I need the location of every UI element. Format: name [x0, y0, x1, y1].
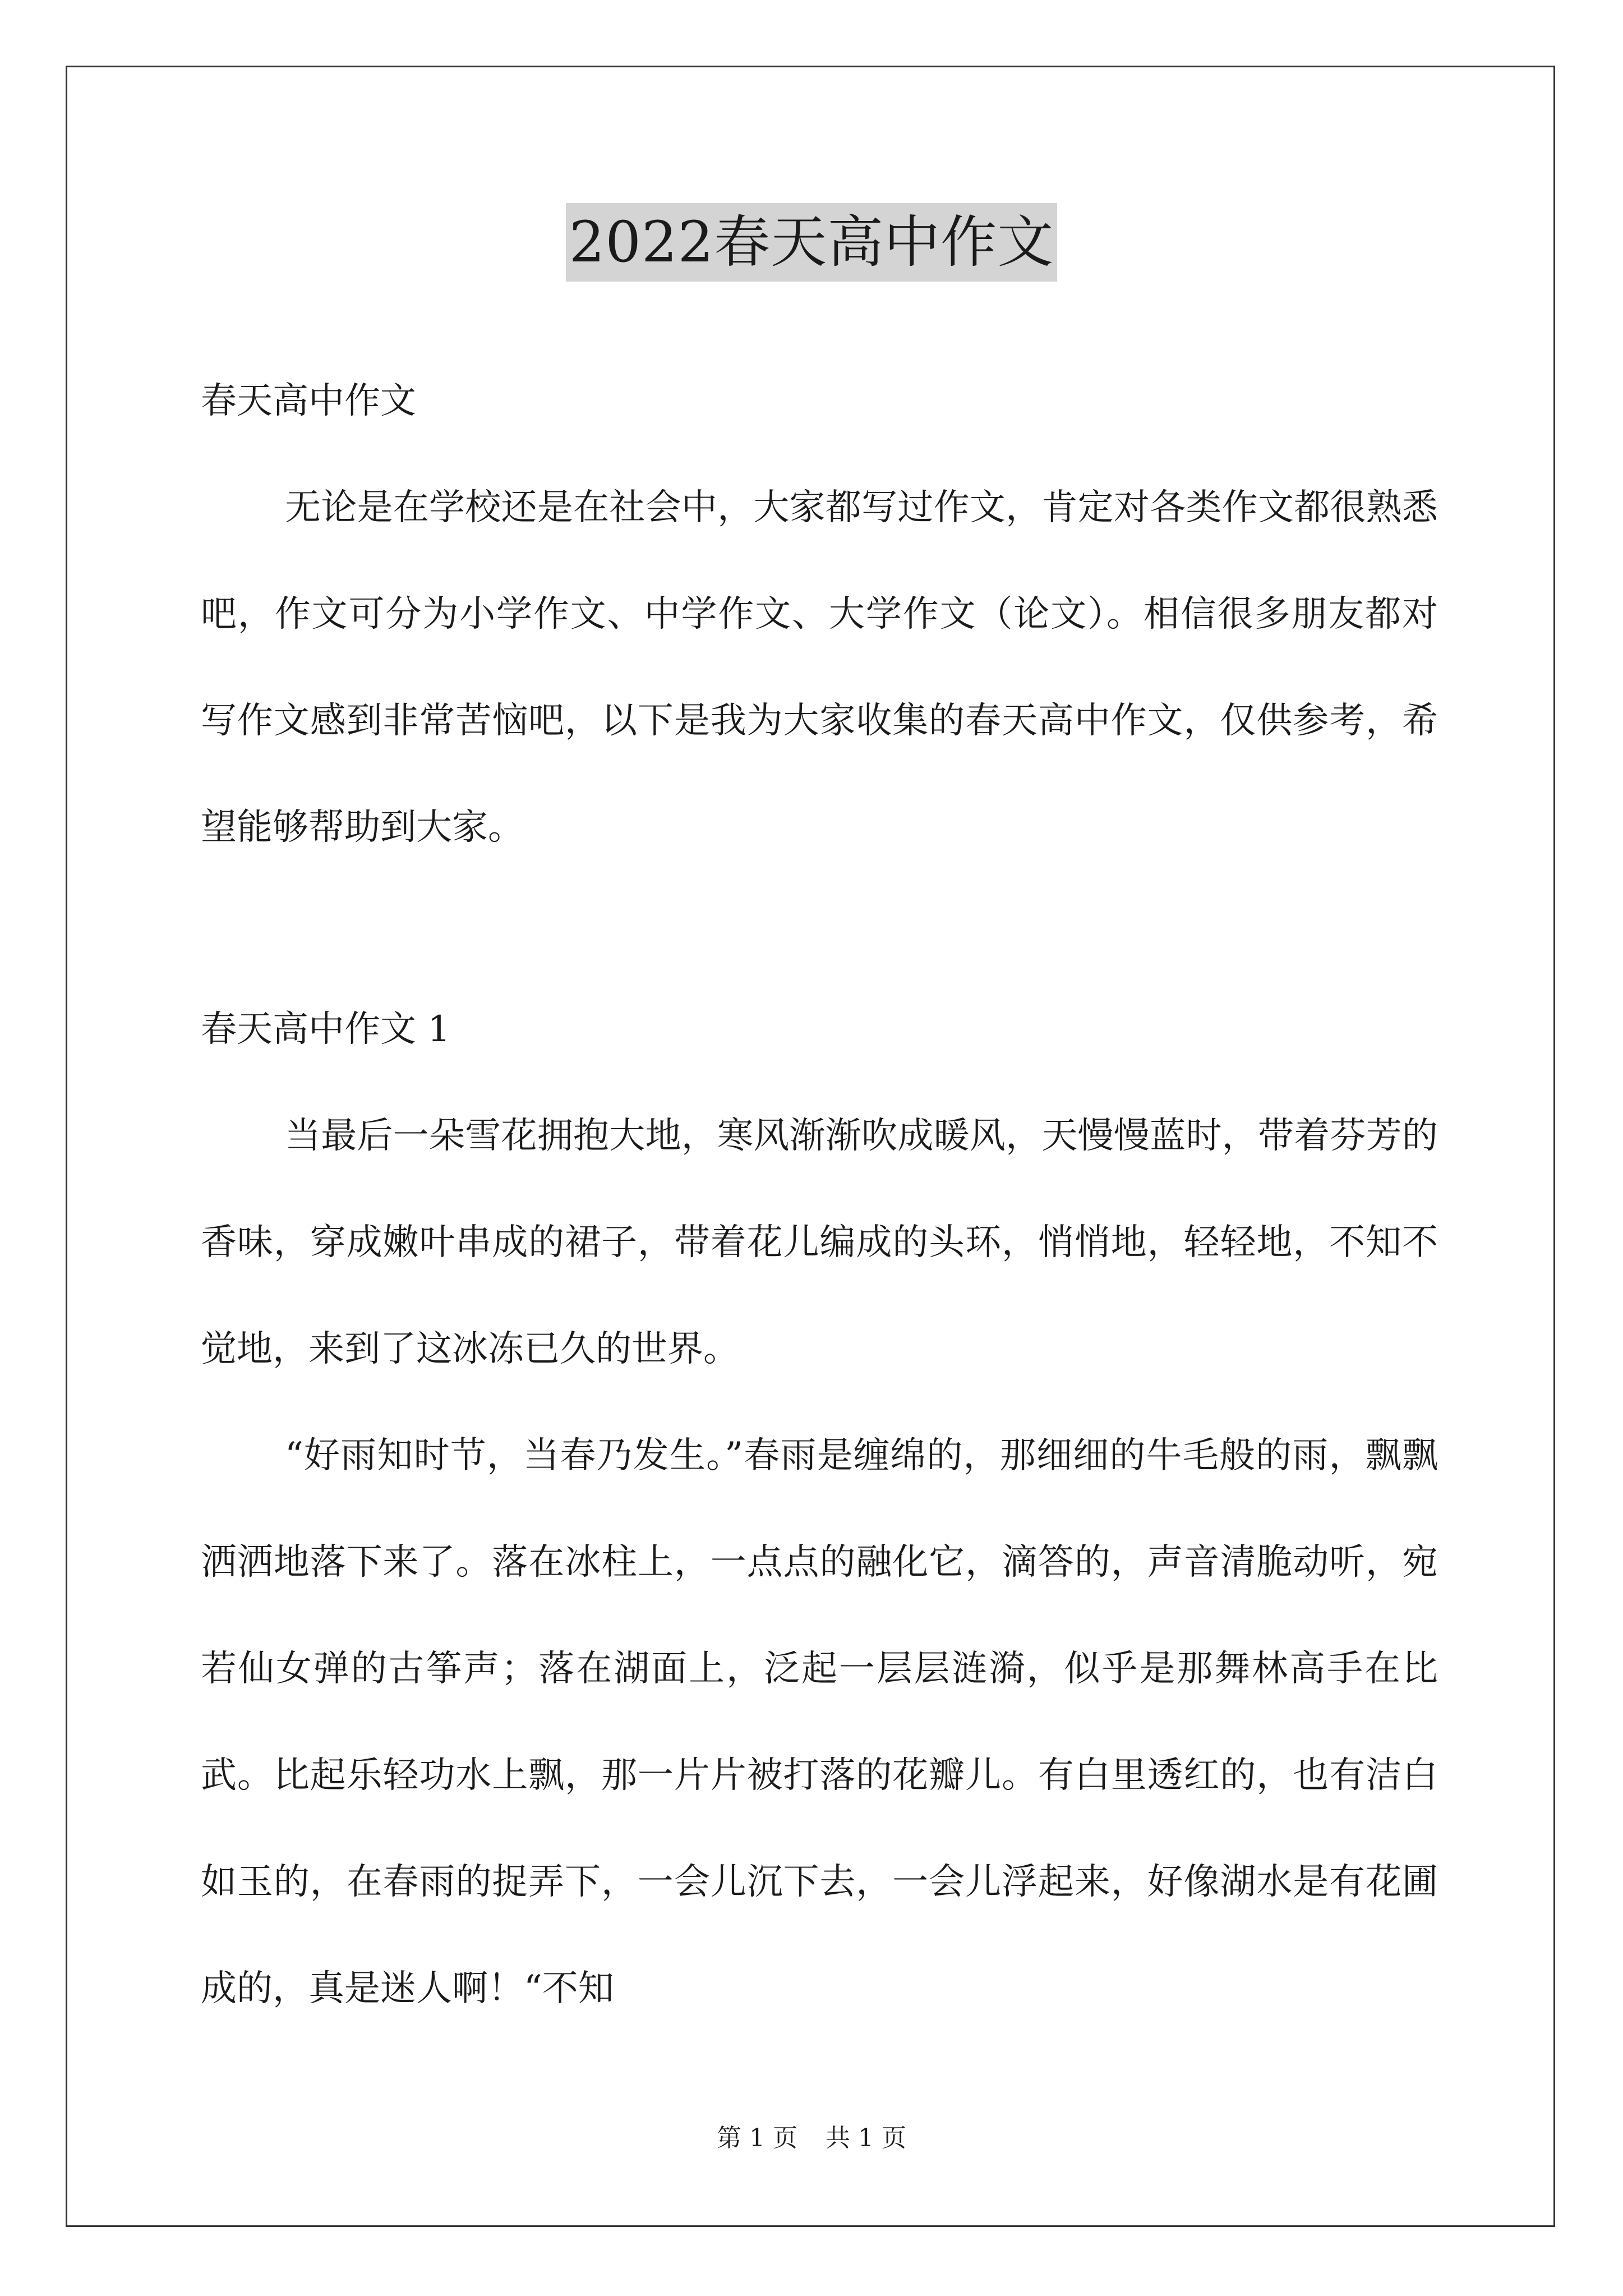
intro-heading: 春天高中作文	[201, 380, 416, 422]
body-paragraph: 当最后一朵雪花拥抱大地，寒风渐渐吹成暖风，天慢慢蓝时，带着芬芳的香味，穿成嫩叶串成的裙子，带着花儿编成的头环，悄悄地，轻轻地，不知不觉地，来到了这冰冻已久的世界。	[201, 1115, 1438, 1370]
page-total: 共 1 页	[826, 2124, 906, 2152]
document-body	[201, 348, 1438, 2042]
page-number: 第 1 页	[717, 2124, 797, 2152]
section-heading: 春天高中作文 1	[201, 1009, 451, 1050]
body-paragraph: “好雨知时节，当春乃发生。”春雨是缠绵的，那细细的牛毛般的雨，飘飘洒洒地落下来了。落在冰柱上，一点点的融化它，滴答的，声音清脆动听，宛若仙女弹的古筝声；落在湖面上，泛起一层层涟漪，似乎是那舞林高手在比武。比起乐轻功水上飘，那一片片被打落的花瓣儿。有白里透红的，也有洁白如玉的，在春雨的捉弄下，一会儿沉下去，一会儿浮起来，好像湖水是有花圃成的，真是迷人啊！“不知	[201, 1435, 1438, 2009]
page-footer	[0, 2122, 1623, 2155]
document-title: 2022春天高中作文	[566, 203, 1058, 282]
title-container	[0, 203, 1623, 282]
section-spacer	[201, 881, 1438, 976]
intro-paragraph: 无论是在学校还是在社会中，大家都写过作文，肯定对各类作文都很熟悉吧，作文可分为小学作文、中学作文、大学作文（论文）。相信很多朋友都对写作文感到非常苦恼吧，以下是我为大家收集的春天高中作文，仅供参考，希望能够帮助到大家。	[201, 487, 1438, 848]
